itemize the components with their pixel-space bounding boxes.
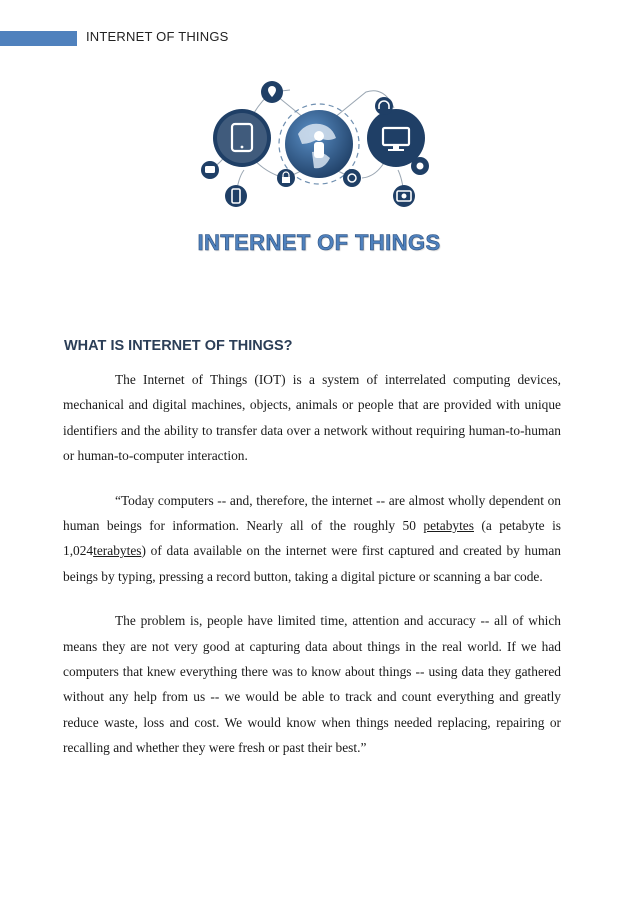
petabytes-link[interactable]: petabytes	[423, 518, 474, 534]
paragraph-2	[63, 488, 561, 590]
paragraph-3	[63, 608, 561, 760]
headphones-node-icon	[375, 97, 393, 115]
terabytes-link[interactable]: terabytes	[93, 543, 142, 559]
section-heading: WHAT IS INTERNET OF THINGS?	[64, 338, 293, 354]
iot-network-icon	[194, 78, 444, 213]
paragraph-2-text-b: (a petabyte is 1,024	[63, 518, 561, 559]
running-header: INTERNET OF THINGS	[86, 29, 229, 44]
paragraph-1-text: The Internet of Things (IOT) is a system of interrelated computing devices, mechanical and digital machines, objects, animals or people that are provided with unique identifiers and the ability to transfer data over a network without requiring human-to-human or human-to-computer interaction.	[63, 372, 561, 464]
paragraph-2-text-c: ) of data available on the internet were first captured and created by human beings by typing, pressing a record button, taking a digital picture or scanning a bar code.	[63, 543, 561, 584]
paragraph-1	[63, 367, 561, 469]
paragraph-2-text-a: “Today computers -- and, therefore, the internet -- are almost wholly dependent on human beings for information. Nearly all of the roughly 50	[63, 492, 561, 534]
header-accent-bar	[0, 31, 77, 46]
paragraph-3-text: The problem is, people have limited time, attention and accuracy -- all of which means they are not very good at capturing data about things in the real world. If we had computers that knew everything there was to know about things -- using data they gathered without any help from us -- we would be able to track and count everything and greatly reduce waste, loss and cost. We would know when things needed replacing, repairing or recalling and whether they were fresh or past their best.”	[63, 613, 561, 756]
sync-node-icon	[343, 169, 361, 187]
body-text	[63, 367, 561, 761]
document-title: INTERNET OF THINGS	[197, 230, 441, 255]
